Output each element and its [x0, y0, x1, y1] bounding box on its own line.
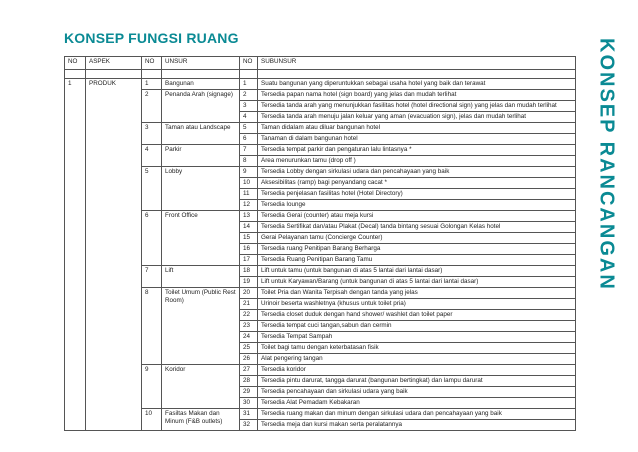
unsur-no: 1	[142, 79, 162, 90]
unsur-name: Toilet Umum (Public Rest Room)	[162, 288, 240, 365]
table-row	[65, 288, 576, 299]
table-row	[65, 211, 576, 222]
table-row	[65, 167, 576, 178]
subunsur-text: Suatu bangunan yang diperuntukkan sebagai usaha hotel yang baik dan terawat	[258, 79, 576, 90]
unsur-name: Front Office	[162, 211, 240, 266]
header-subunsur: SUBUNSUR	[258, 57, 576, 70]
subunsur-text: Tersedia Sertifikat dan/atau Plakat (Decal) tanda bintang sesuai Golongan Kelas hotel	[258, 222, 576, 233]
table-row	[65, 90, 576, 101]
subunsur-text: Tersedia tempat cuci tangan,sabun dan cermin	[258, 321, 576, 332]
subunsur-no: 13	[240, 211, 258, 222]
table-row	[65, 365, 576, 376]
header-no: NO	[65, 57, 86, 70]
subunsur-no: 10	[240, 178, 258, 189]
unsur-name: Bangunan	[162, 79, 240, 90]
page-title: KONSEP FUNGSI RUANG	[64, 30, 239, 46]
subunsur-no: 8	[240, 156, 258, 167]
subunsur-text: Taman didalam atau diluar bangunan hotel	[258, 123, 576, 134]
subunsur-text: Tersedia Ruang Penitipan Barang Tamu	[258, 255, 576, 266]
subunsur-no: 19	[240, 277, 258, 288]
subunsur-no: 18	[240, 266, 258, 277]
subunsur-no: 26	[240, 354, 258, 365]
header-no2: NO	[142, 57, 162, 70]
subunsur-no: 14	[240, 222, 258, 233]
subunsur-no: 22	[240, 310, 258, 321]
side-title: KONSEP RANCANGAN	[595, 38, 618, 291]
unsur-no: 8	[142, 288, 162, 365]
header-unsur: UNSUR	[162, 57, 240, 70]
subunsur-text: Aksesibilitas (ramp) bagi penyandang cacat *	[258, 178, 576, 189]
subunsur-no: 20	[240, 288, 258, 299]
subunsur-text: Tersedia pintu darurat, tangga darurat (bangunan bertingkat) dan lampu darurat	[258, 376, 576, 387]
table-row	[65, 145, 576, 156]
subunsur-no: 27	[240, 365, 258, 376]
subunsur-text: Urinoir beserta washletnya (khusus untuk toilet pria)	[258, 299, 576, 310]
unsur-name: Fasiltas Makan dan Minum (F&B outlets)	[162, 409, 240, 431]
subunsur-text: Tersedia papan nama hotel (sign board) yang jelas dan mudah terlihat	[258, 90, 576, 101]
table-row	[65, 409, 576, 420]
subunsur-text: Tersedia tanda arah menuju jalan keluar yang aman (evacuation sign), jelas dan mudah terlihat	[258, 112, 576, 123]
unsur-name: Koridor	[162, 365, 240, 409]
subunsur-no: 9	[240, 167, 258, 178]
subunsur-text: Toilet Pria dan Wanita Terpisah dengan tanda yang jelas	[258, 288, 576, 299]
subunsur-no: 32	[240, 420, 258, 431]
subunsur-text: Tersedia Gerai (counter) atau meja kursi	[258, 211, 576, 222]
unsur-no: 3	[142, 123, 162, 145]
subunsur-no: 12	[240, 200, 258, 211]
subunsur-text: Lift untuk tamu (untuk bangunan di atas 5 lantai dari lantai dasar)	[258, 266, 576, 277]
subunsur-text: Tersedia pencahayaan dan sirkulasi udara yang baik	[258, 387, 576, 398]
subunsur-no: 15	[240, 233, 258, 244]
unsur-no: 7	[142, 266, 162, 288]
table-row	[65, 266, 576, 277]
subunsur-no: 21	[240, 299, 258, 310]
subunsur-no: 1	[240, 79, 258, 90]
subunsur-text: Tanaman di dalam bangunan hotel	[258, 134, 576, 145]
table-header-row	[65, 57, 576, 70]
subunsur-text: Tersedia koridor	[258, 365, 576, 376]
unsur-name: Lift	[162, 266, 240, 288]
subunsur-no: 2	[240, 90, 258, 101]
unsur-no: 6	[142, 211, 162, 266]
subunsur-text: Tersedia ruang Penitipan Barang Berharga	[258, 244, 576, 255]
unsur-no: 4	[142, 145, 162, 167]
subunsur-text: Tersedia closet duduk dengan hand shower/ washlet dan toilet paper	[258, 310, 576, 321]
subunsur-no: 4	[240, 112, 258, 123]
subunsur-no: 31	[240, 409, 258, 420]
subunsur-text: Gerai Pelayanan tamu (Concierge Counter)	[258, 233, 576, 244]
unsur-no: 5	[142, 167, 162, 211]
subunsur-no: 6	[240, 134, 258, 145]
aspect-name: PRODUK	[86, 79, 142, 431]
aspect-no: 1	[65, 79, 86, 431]
subunsur-no: 25	[240, 343, 258, 354]
header-no3: NO	[240, 57, 258, 70]
unsur-no: 2	[142, 90, 162, 123]
subunsur-no: 30	[240, 398, 258, 409]
subunsur-no: 24	[240, 332, 258, 343]
unsur-no: 9	[142, 365, 162, 409]
subunsur-no: 29	[240, 387, 258, 398]
unsur-name: Taman atau Landscape	[162, 123, 240, 145]
subunsur-no: 17	[240, 255, 258, 266]
subunsur-no: 11	[240, 189, 258, 200]
subunsur-text: Alat pengering tangan	[258, 354, 576, 365]
subunsur-text: Tersedia lounge	[258, 200, 576, 211]
subunsur-text: Tersedia tanda arah yang menunjukkan fasilitas hotel (hotel directional sign) yang jelas dan mudah terlihat	[258, 101, 576, 112]
subunsur-no: 23	[240, 321, 258, 332]
subunsur-text: Tersedia Lobby dengan sirkulasi udara dan pencahayaan yang baik	[258, 167, 576, 178]
unsur-name: Parkir	[162, 145, 240, 167]
subunsur-no: 5	[240, 123, 258, 134]
subunsur-text: Tersedia penjelasan fasilitas hotel (Hotel Directory)	[258, 189, 576, 200]
subunsur-text: Lift untuk Karyawan/Barang (untuk bangunan di atas 5 lantai dari lantai dasar)	[258, 277, 576, 288]
unsur-name: Lobby	[162, 167, 240, 211]
subunsur-text: Tersedia Tempat Sampah	[258, 332, 576, 343]
fungsi-ruang-table	[64, 56, 576, 431]
table-row	[65, 123, 576, 134]
subunsur-no: 3	[240, 101, 258, 112]
subunsur-text: Tersedia Alat Pemadam Kebakaran	[258, 398, 576, 409]
subunsur-text: Tersedia tempat parkir dan pengaturan lalu lintasnya *	[258, 145, 576, 156]
subunsur-text: Area menurunkan tamu (drop off )	[258, 156, 576, 167]
subunsur-text: Toilet bagi tamu dengan keterbatasan fisik	[258, 343, 576, 354]
subunsur-no: 7	[240, 145, 258, 156]
unsur-name: Penanda Arah (signage)	[162, 90, 240, 123]
table-row	[65, 79, 576, 90]
table-spacer-row	[65, 70, 576, 79]
subunsur-no: 28	[240, 376, 258, 387]
subunsur-text: Tersedia meja dan kursi makan serta peralatannya	[258, 420, 576, 431]
subunsur-no: 16	[240, 244, 258, 255]
header-aspek: ASPEK	[86, 57, 142, 70]
unsur-no: 10	[142, 409, 162, 431]
subunsur-text: Tersedia ruang makan dan minum dengan sirkulasi udara dan pencahayaan yang baik	[258, 409, 576, 420]
